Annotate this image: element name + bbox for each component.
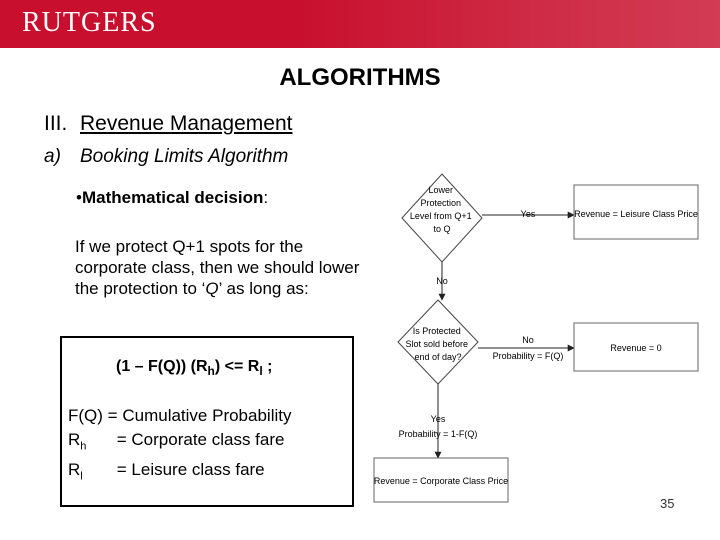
formula-h-sub: h (207, 364, 215, 379)
section-heading (44, 112, 292, 136)
q-variable: Q (205, 279, 219, 298)
definition-row (68, 404, 291, 428)
no1-label: No (436, 276, 448, 286)
definition-row (68, 458, 291, 488)
formula-end: ; (262, 358, 273, 375)
quote-close: ’ (218, 279, 222, 298)
yes1-label: Yes (520, 209, 536, 219)
quote-open: ‘ (201, 279, 206, 298)
subsection-number: a) (44, 146, 61, 167)
paragraph-part2: as long as: (221, 279, 309, 298)
section-text: Revenue Management (80, 112, 293, 135)
explanation-paragraph (75, 236, 365, 299)
def-symbol: F(Q) (68, 406, 103, 425)
def-text: Leisure class fare (131, 460, 265, 480)
box3-text: Revenue = Corporate Class Price (373, 476, 509, 486)
bullet-symbol: • (76, 188, 82, 207)
section-number: III. (44, 112, 68, 135)
formula-mid: ) <= R (214, 358, 260, 375)
header-banner (0, 0, 720, 48)
no2-label: No (522, 335, 534, 345)
booking-flowchart (364, 166, 720, 510)
slide-title: ALGORITHMS (279, 64, 441, 91)
def-text: Cumulative Probability (122, 406, 292, 425)
formula-lhs: (1 – F(Q)) (R (116, 358, 208, 375)
box2-text: Revenue = 0 (610, 343, 662, 353)
paragraph-part1: If we protect Q+1 spots for the corporate class, then we should lower the protection to (75, 237, 360, 298)
def-eq: = (107, 406, 118, 425)
subsection-text: Booking Limits Algorithm (80, 146, 289, 167)
page-number: 35 (660, 496, 675, 511)
box1-text: Revenue = Leisure Class Price (574, 209, 698, 219)
prob2-label: Probability = F(Q) (492, 351, 564, 361)
prob3-label: Probability = 1-F(Q) (398, 429, 478, 439)
rutgers-logo: RUTGERS (22, 7, 157, 38)
bullet-point (76, 188, 268, 208)
subsection-heading (44, 146, 288, 168)
decision1-text: Lower Protection Level from Q+1 to Q (409, 185, 472, 234)
decision2-text: Is Protected Slot sold before end of day? (405, 326, 469, 362)
definitions-list (68, 404, 291, 489)
def-text: Corporate class fare (131, 430, 285, 449)
yes2-label: Yes (430, 414, 446, 424)
banner-shading (300, 0, 720, 48)
definition-row (68, 428, 291, 458)
bullet-bold-text: Mathematical decision (81, 188, 264, 207)
def-symbol: $R_l$ (68, 460, 83, 483)
def-eq: = (116, 430, 127, 449)
def-symbol: $R_h$ (68, 430, 87, 453)
formula-l-sub: l (259, 364, 263, 379)
decision-formula (116, 358, 272, 378)
bullet-colon: : (263, 188, 269, 207)
def-eq: = (116, 460, 127, 480)
